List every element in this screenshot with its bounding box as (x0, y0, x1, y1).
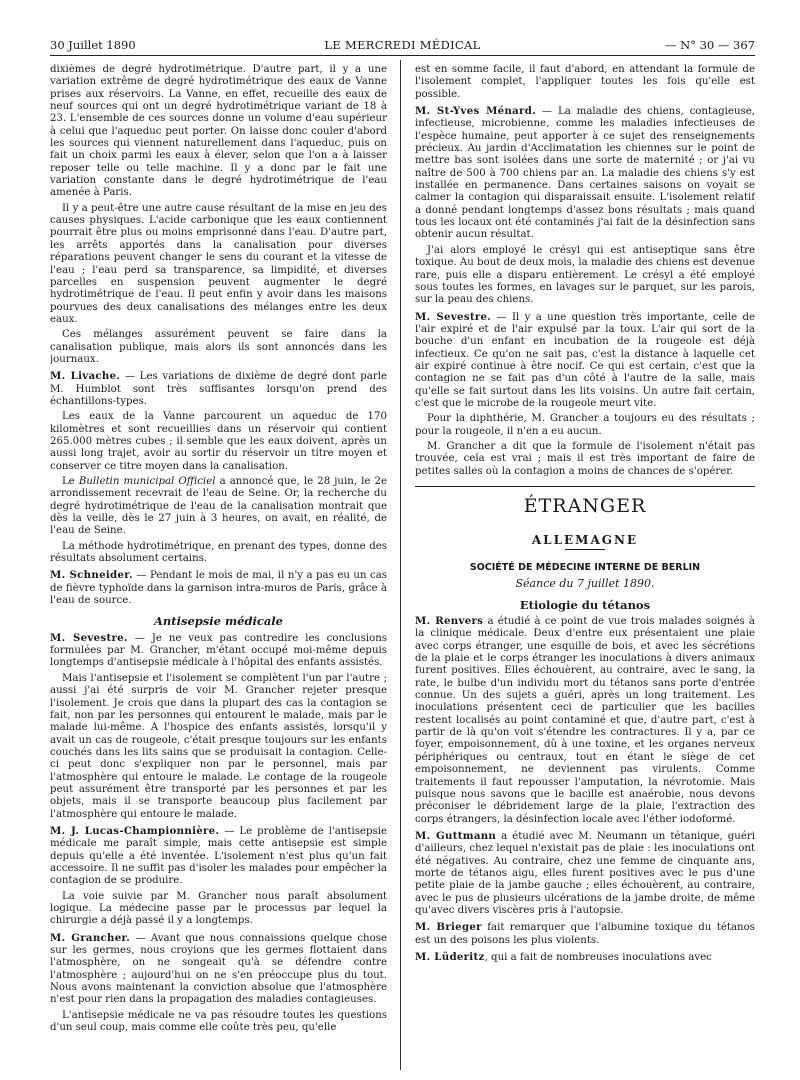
speaker-paragraph (415, 951, 755, 964)
paragraph: Pour la diphthérie, M. Grancher a toujours eu des résultats ; pour la rougeole, il n'en a eu aucun. (415, 413, 755, 437)
bulletin-title: Bulletin municipal Officiel (78, 476, 216, 487)
country-name: ALLEMAGNE (531, 533, 639, 547)
text-run: 1890. (619, 577, 655, 591)
journal-title: LE MERCREDI MÉDICAL (324, 38, 481, 52)
paragraph: est en somme facile, il faut d'abord, en attendant la formule de l'isolement complet, l'appliquer toutes les fois qu'elle est possible. (415, 64, 755, 100)
country-heading (415, 533, 755, 550)
speaker-text: — Le problème de l'antisepsie médicale me paraît simple, mais cette antisepsie est simple depuis qu'elle a été inventée. L'isolement n'est plus qu'un fait accessoire. Il ne suffit pas d'isoler les malades pour empêcher la contagion de se produire. (50, 825, 387, 887)
speaker-name: M. Sevestre. (415, 310, 492, 323)
speaker-name: M. St-Yves Ménard. (415, 105, 536, 118)
header-date: 30 Juillet 1890 (50, 38, 136, 52)
speaker-name: M. Sevestre. (50, 631, 128, 644)
page-number: — N° 30 — 367 (664, 38, 755, 52)
society-heading: SOCIÉTÉ DE MÉDECINE INTERNE DE BERLIN (469, 562, 701, 573)
paragraph: Il y a peut-être une autre cause résultant de la mise en jeu des causes physiques. L'acide carbonique que les eaux contiennent pourrait être plus ou moins emprisonné dans l'eau. D'autre part, les arrêts apportés dans la canalisation pour diverses réparations peuvent changer le sens du courant et la vitesse de l'eau ; l'eau perd sa transparence, sa limpidité, et diverses parcelles en suspension peuvent augmenter le degré hydrotimétrique de l'eau. Il peut enfin y avoir dans les maisons pourvues des deux canalisations des mélanges entre les deux eaux. (50, 202, 387, 325)
column-divider (400, 60, 401, 1070)
speaker-text: — La maladie des chiens, contagieuse, infectieuse, microbienne, comme les maladies infectieuses de l'espèce humaine, peut apporter à ce sujet des renseignements précieux. Au jardin d'Acclimatation les chiennes sur le point de mettre bas sont isolées dans une sorte de maternité ; or j'ai vu naître de 500 à 700 chiens par an. La maladie des chiens s'y est installée en permanence. Dans certaines saisons on voyait se calmer la contagion qui disparaissait ensuite. L'isolement relatif a donné pendant longtemps d'assez bons résultats ; mais quand tous les locaux ont été contaminés j'ai fait de la désinfection sans obtenir aucun résultat. (415, 106, 755, 241)
speaker-name: M. Renvers (415, 615, 484, 628)
paragraph: dixièmes de degré hydrotimétrique. D'autre part, il y a une variation extrême de degré hydrotimétrique des eaux de Vanne prises aux réservoirs. La Vanne, en effet, recueille des eaux de neuf sources qui ont un degré hydrotimétrique variant de 18 à 23. L'ensemble de ces sources donne un volume d'eau supérieur à celui que l'aqueduc peut porter. On laisse donc couler d'abord les sources qui viennent naturellement dans l'aqueduc, puis on fait un choix parmi les eaux à élever, selon que l'on a à laisser reposer telle ou telle machine. Il y a donc par le fait une variation constante dans le degré hydrotimétrique de l'eau amenée à Paris. (50, 64, 387, 199)
paragraph: Mais l'antisepsie et l'isolement se complètent l'un par l'autre ; aussi j'ai été surpris de voir M. Grancher rejeter presque l'isolement. Je crois que dans la plupart des cas la contagion se fait, non par les personnes qui entourent le malade, mais par le malade lui-même. A l'hospice des enfants assistés, lorsqu'il y avait un cas de rougeole, c'était presque toujours sur les enfants couchés dans les lits sains que se produisait la contagion. Celle-ci peut donc s'expliquer non par le personnel, mais par l'atmosphère qui entoure le malade. Le contage de la rougeole peut assurément être transporté par les personnes et par les objets, mais il se transporte beaucoup plus facilement par l'atmosphère qui entoure le malade. (50, 672, 387, 820)
speaker-paragraph (50, 632, 387, 670)
paragraph (50, 476, 387, 538)
speaker-paragraph (415, 615, 755, 826)
paragraph: La voie suivie par M. Grancher nous paraît absolument logique. La médecine passe par le processus par lequel la chirurgie a déjà passé il y a longtemps. (50, 890, 387, 927)
session-date (415, 578, 755, 590)
speaker-name: M. Livache. (50, 370, 121, 383)
speaker-name: M. Grancher. (50, 931, 131, 944)
speaker-name: M. J. Lucas-Championnière. (50, 824, 220, 837)
speaker-text: a étudié à ce point de vue trois malades soignés à la clinique médicale. Deux d'entre eux présentaient une plaie avec corps étranger, une esquille de bois, et avec les sécrétions de la plaie et le corps étranger les inoculations à divers animaux furent positives. Elles échouèrent, au contraire, avec le sang, la rate, le bulbe d'un individu mort du tétanos sans porte d'entrée connue. Un des sujets a guéri, après un long traitement. Les inoculations présentent ceci de particulier que les bacilles restent localisés au point contaminé et que, d'autre part, c'est à partir de là qu'on voit s'étendre les contractures. Il y a, par ce foyer, empoisonnement, dû à une toxine, et les organes nerveux périphériques ou centraux, tout en étant le siège de cet empoisonnement, ne deviennent pas virulents. Comme traitements il faut repousser l'amputation, la névrotomie. Mais puisque nous savons que le bacille est anaérobie, nous devons préconiser le débridement large de la plaie, l'extraction des corps étrangers, la désinfection locale avec l'éther iodoformé. (415, 616, 755, 825)
text-run: Séance du 7 (515, 577, 588, 591)
speaker-text: , qui a fait de nombreuses inoculations avec (484, 951, 712, 963)
speaker-text: fait remarquer que l'albumine toxique du tétanos est un des poisons les plus violents. (415, 922, 755, 946)
paragraph: L'antisepsie médicale ne va pas résoudre toutes les questions d'un seul coup, mais comme elle coûte très peu, qu'elle (50, 1009, 387, 1034)
paragraph: Ces mélanges assurément peuvent se faire dans la canalisation publique, mais alors ils sont annoncés dans les journaux. (50, 329, 387, 365)
speaker-text: — Les variations de dixième de degré dont parle M. Humblot sont très suffisantes lorsqu'on prend des échantillons-types. (50, 371, 387, 407)
speaker-name: M. Brieger (415, 921, 482, 934)
paragraph: La méthode hydrotimétrique, en prenant des types, donne des résultats absolument certains. (50, 540, 387, 565)
country-rule (565, 549, 605, 550)
text-run: Le (62, 476, 79, 487)
left-column (50, 64, 387, 1072)
subsection-heading: Etiologie du tétanos (519, 597, 651, 612)
section-rule (415, 486, 755, 487)
running-header (50, 38, 755, 54)
speaker-paragraph (415, 830, 755, 917)
text-run: juillet (587, 577, 620, 591)
paragraph: J'ai alors employé le crésyl qui est antiseptique sans être toxique. Au bout de deux mois, la maladie des chiens est devenue rare, puis elle a disparu entièrement. Le crésyl a été employé sous toutes les formes, en lavages sur le parquet, sur les parois, sur la peau des chiens. (415, 244, 755, 306)
paragraph: M. Grancher a dit que la formule de l'isolement n'était pas trouvée, cela est vrai ; mais il est très important de faire de petites salles où la contagion a moins de chances de s'opérer. (415, 440, 755, 477)
speaker-paragraph (415, 311, 755, 411)
speaker-text: — Avant que nous connaissions quelque chose sur les germes, nous croyions que les germes flottaient dans l'atmosphère, on ne songeait qu'à se défendre contre l'atmosphère ; aujourd'hui on ne s'en préoccupe plus du tout. Nous avons maintenant la conviction absolue que l'atmosphère n'est pour rien dans la propagation des maladies contagieuses. (50, 932, 387, 1006)
speaker-paragraph (50, 569, 387, 607)
header-rule (50, 55, 755, 56)
right-column (415, 64, 755, 1072)
speaker-text: — Il y a une question très importante, celle de l'air expiré et de l'air expulsé par la toux. L'air qui sort de la bouche d'un enfant en incubation de la rougeole est déjà infectieux. Ce qu'on ne sait pas, c'est la distance à laquelle cet air expiré continue à être nocif. Ce qui est certain, c'est que la contagion ne se fait pas d'un côté à l'autre de la salle, mais qu'elle se fait surtout dans les lits voisins. Un autre fait certain, c'est que le microbe de la rougeole meurt vite. (415, 311, 755, 409)
speaker-paragraph (50, 932, 387, 1007)
speaker-paragraph (50, 825, 387, 888)
speaker-name: M. Lüderitz (415, 950, 485, 963)
speaker-name: M. Guttmann (415, 829, 497, 842)
paragraph: Les eaux de la Vanne parcourent un aqueduc de 170 kilomètres et sont recueillies dans un réservoir qui contient 265.000 mètres cubes ; il semble que les eaux doivent, après un aussi long trajet, avoir au sortir du réservoir un titre moyen et conserver ce titre moyen dans la canalisation. (50, 411, 387, 472)
speaker-text: a étudié avec M. Neumann un tétanique, guéri d'ailleurs, chez lequel n'existait pas de plaie : les inoculations ont été négatives. Au contraire, chez une femme de cinquante ans, morte de tétanos aigu, elles furent positives avec le pus d'une petite plaie de la jambe gauche ; elles échouèrent, au contraire, avec le pus de plusieurs ulcérations de la jambe droite, de même qu'avec divers viscères pris à l'autopsie. (415, 830, 755, 916)
speaker-text: — Je ne veux pas contredire les conclusions formulées par M. Grancher, m'étant occupé moi-même depuis longtemps d'antisepsie médicale à l'hôpital des enfants assistés. (50, 632, 387, 669)
etranger-heading: ÉTRANGER (523, 495, 647, 517)
speaker-paragraph (415, 105, 755, 242)
speaker-text: — Pendant le mois de mai, il n'y a pas eu un cas de fièvre typhoïde dans la garnison intra-muros de Paris, grâce à l'eau de source. (50, 570, 387, 607)
text-run: a annoncé que, le 28 juin, le 2e arrondissement recevrait de l'eau de Seine. Or, la recherche du degré hydrotimétrique de l'eau de la canalisation montrait que dès la veille, dès le 27 juin à 3 heures, on avait, en réalité, de l'eau de Seine. (50, 476, 387, 537)
speaker-name: M. Schneider. (50, 569, 133, 582)
speaker-paragraph (415, 921, 755, 947)
speaker-paragraph (50, 370, 387, 408)
section-heading: Antisepsie médicale (154, 614, 283, 629)
